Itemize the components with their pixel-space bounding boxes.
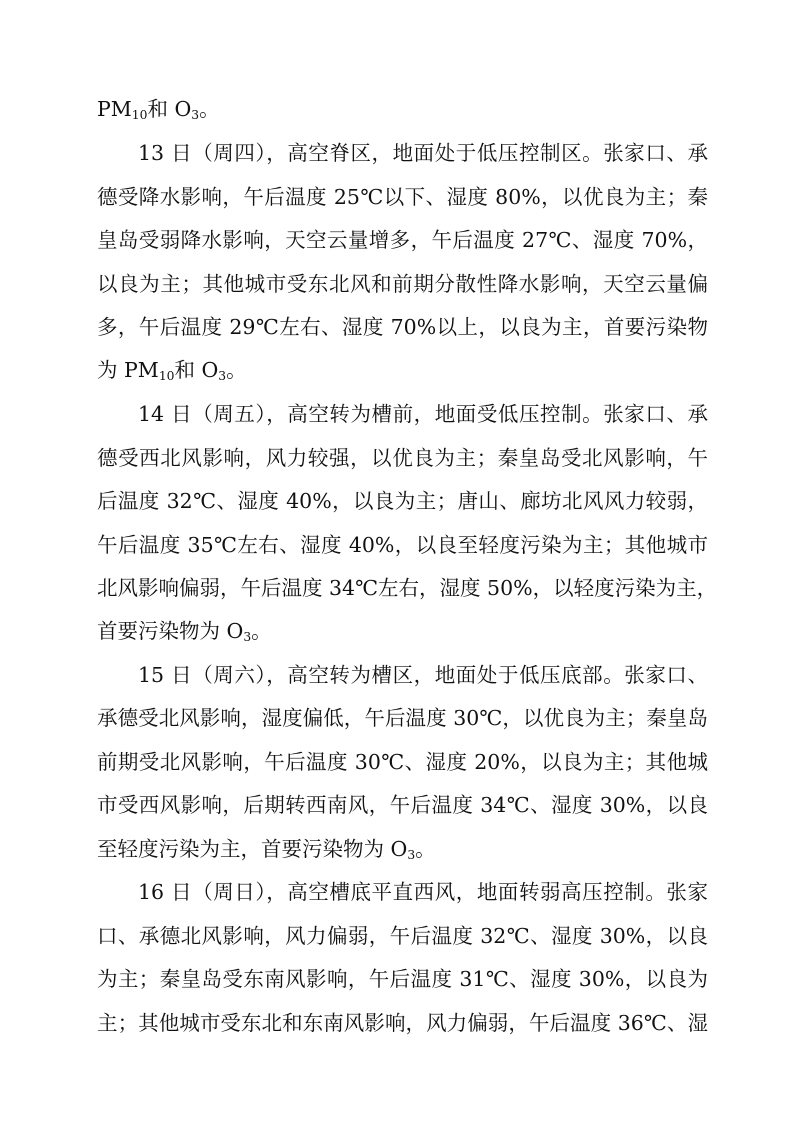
text-line: 首要污染物为 $O_3$。: [97, 619, 272, 645]
paragraph-16-line-1: 16 日（周日），高空槽底平直西风，地面转弱高压控制。张家: [138, 880, 708, 904]
text-line: 前期受北风影响，午后温度 30℃、湿度 20%，以良为主；其他城: [97, 750, 708, 774]
text-line: 承德受北风影响，湿度偏低，午后温度 30℃，以优良为主；秦皇岛: [97, 706, 708, 730]
text-line: 后温度 32℃、湿度 40%，以良为主；唐山、廊坊北风风力较弱，: [97, 489, 708, 513]
paragraph-13-line-1: 13 日（周四），高空脊区，地面处于低压控制区。张家口、承: [138, 141, 708, 165]
paragraph-15-line-1: 15 日（周六），高空转为槽区，地面处于低压底部。张家口、: [138, 663, 708, 687]
text-line: 多，午后温度 29℃左右、湿度 70%以上，以良为主，首要污染物: [97, 315, 708, 339]
text-line: 市受西风影响，后期转西南风，午后温度 34℃、湿度 30%，以良: [97, 793, 708, 817]
text-line: 午后温度 35℃左右、湿度 40%，以良至轻度污染为主；其他城市: [97, 533, 708, 557]
text-line: $PM_{10}$和 $O_3$。: [97, 97, 220, 123]
text-line: 口、承德北风影响，风力偏弱，午后温度 32℃、湿度 30%，以良: [97, 924, 708, 948]
text-line: 以良为主；其他城市受东北风和前期分散性降水影响，天空云量偏: [97, 272, 708, 296]
text-line: 为主；秦皇岛受东南风影响，午后温度 31℃、湿度 30%，以良为: [97, 967, 708, 991]
text-line: 至轻度污染为主，首要污染物为 $O_3$。: [97, 837, 436, 863]
text-line: 主；其他城市受东北和东南风影响，风力偏弱，午后温度 36℃、湿: [97, 1011, 708, 1035]
text-line: 为 $PM_{10}$和 $O_3$。: [97, 358, 247, 384]
text-line: 北风影响偏弱，午后温度 34℃左右，湿度 50%，以轻度污染为主，: [97, 576, 718, 600]
text-line: 德受西北风影响，风力较强，以优良为主；秦皇岛受北风影响，午: [97, 446, 708, 470]
text-line: 皇岛受弱降水影响，天空云量增多，午后温度 27℃、湿度 70%，: [97, 228, 708, 252]
text-line: 德受降水影响，午后温度 25℃以下、湿度 80%，以优良为主；秦: [97, 185, 708, 209]
paragraph-14-line-1: 14 日（周五），高空转为槽前，地面受低压控制。张家口、承: [138, 402, 708, 426]
